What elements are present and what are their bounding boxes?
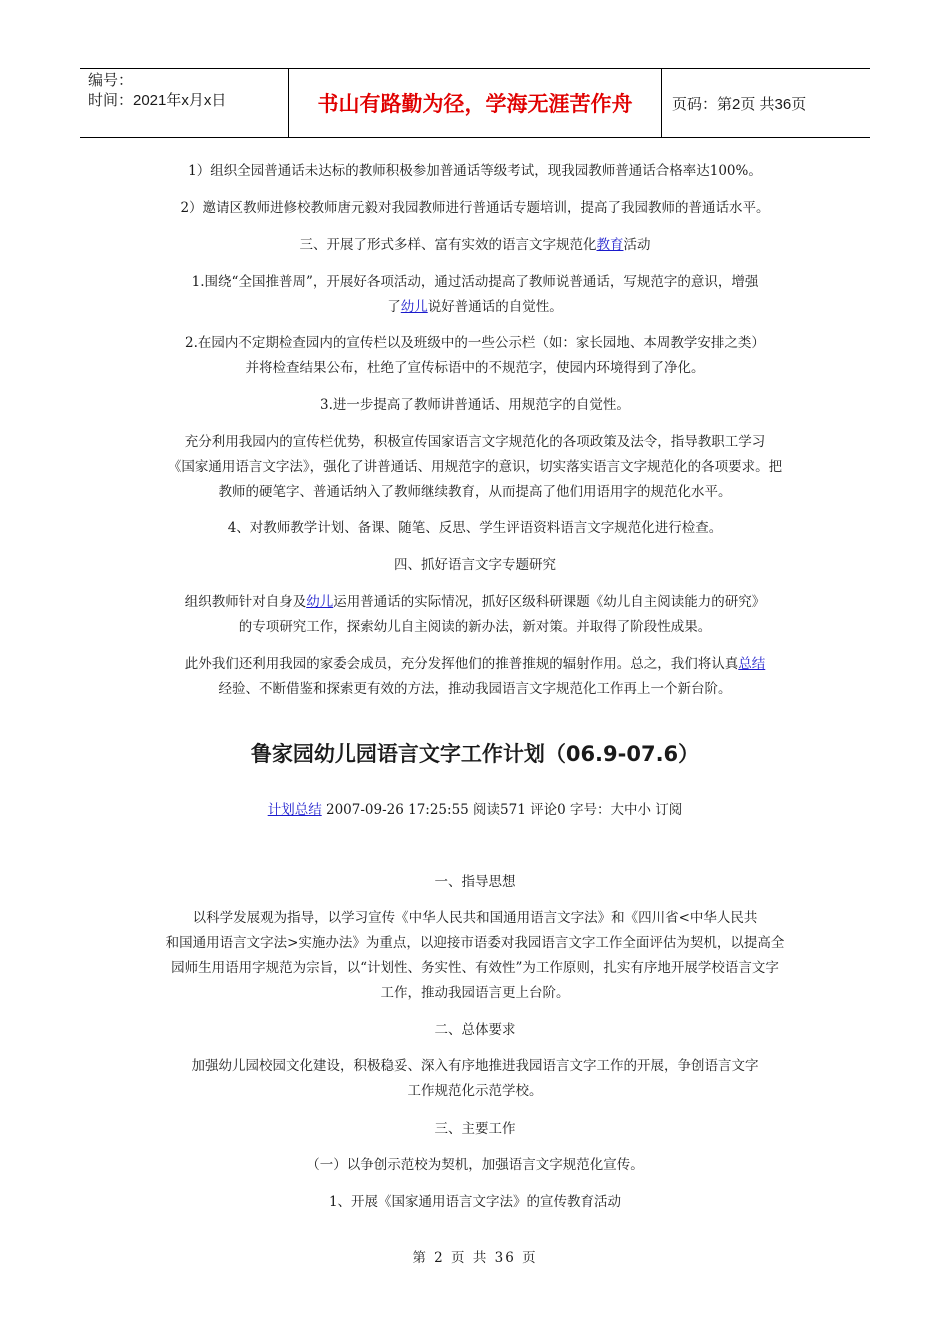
article-meta [0,798,950,818]
section-heading [0,233,950,258]
heading-text: 三、开展了形式多样、富有实效的语言文字规范化 [299,237,597,253]
paragraph: 以科学发展观为指导，以学习宣传《中华人民共和国通用语言文字法》和《四川省<中华人民共 [192,910,758,926]
paragraph: 和国通用语言文字法>实施办法》为重点，以迎接市语委对我园语言文字工作全面评估为契机，以提高全 [165,935,785,951]
paragraph: 加强幼儿园校园文化建设，积极稳妥、深入有序地推进我园语言文字工作的开展，争创语言文字 [191,1058,759,1074]
text: 运用普通话的实际情况，抓好区级科研课题《幼儿自主阅读能力的研究》 [333,594,766,610]
text: 组织教师针对自身及 [184,594,307,610]
paragraph: 2.在园内不定期检查园内的宣传栏以及班级中的一些公示栏（如：家长园地、本周教学安排之类） [185,335,765,351]
page-header [80,68,870,138]
text: 说好普通话的自觉性。 [427,299,563,315]
paragraph: 经验、不断借鉴和探索更有效的方法，推动我园语言文字规范化工作再上一个新台阶。 [218,681,732,697]
article-title: 鲁家园幼儿园语言文字工作计划（06.9-07.6） [250,742,700,766]
paragraph: 园师生用语用字规范为宗旨，以“计划性、务实性、有效性”为工作原则，扎实有序地开展学校语言文字 [171,960,779,976]
paragraph: 1、开展《国家通用语言文字法》的宣传教育活动 [328,1194,622,1210]
paragraph: 3.进一步提高了教师讲普通话、用规范字的自觉性。 [320,397,630,413]
number-label: 编号： [88,72,134,89]
link-zongjie[interactable]: 总结 [738,656,766,672]
category-link[interactable]: 计划总结 [267,802,322,818]
header-left [80,69,288,137]
paragraph: 充分利用我园内的宣传栏优势，积极宣传国家语言文字规范化的各项政策及法令，指导教职工学习 [184,434,766,450]
page-footer: 第 2 页 共 36 页 [412,1250,538,1266]
section-heading: 三、主要工作 [434,1121,516,1137]
link-youer[interactable]: 幼儿 [306,594,334,610]
subsection-heading: （一）以争创示范校为契机，加强语言文字规范化宣传。 [306,1157,644,1173]
paragraph: 工作规范化示范学校。 [407,1083,543,1099]
paragraph: 《国家通用语言文字法》，强化了讲普通话、用规范字的意识，切实落实语言文字规范化的各项要求。把 [167,459,783,475]
heading-text: 活动 [623,237,651,253]
paragraph: 并将检查结果公布，杜绝了宣传标语中的不规范字，使园内环境得到了净化。 [245,360,705,376]
paragraph [0,590,950,615]
paragraph: 2）邀请区教师进修校教师唐元毅对我园教师进行普通话专题培训，提高了我园教师的普通话水平。 [180,200,770,216]
text: 此外我们还利用我园的家委会成员，充分发挥他们的推普推规的辐射作用。总之，我们将认真 [184,656,739,672]
section-heading: 二、总体要求 [434,1022,516,1038]
paragraph [0,652,950,677]
link-jiaoyu[interactable]: 教育 [596,237,624,253]
text: 了 [387,299,401,315]
section-heading: 一、指导思想 [434,874,516,890]
time-label: 时间：2021年x月x日 [88,92,227,109]
paragraph: 教师的硬笔字、普通话纳入了教师继续教育，从而提高了他们用语用字的规范化水平。 [218,484,732,500]
header-page-info: 页码：第2页 共36页 [672,95,807,113]
paragraph: 工作，推动我园语言更上台阶。 [380,985,570,1001]
paragraph: 4、对教师教学计划、备课、随笔、反思、学生评语资料语言文字规范化进行检查。 [227,520,723,536]
meta-text: 2007-09-26 17:25:55 阅读571 评论0 字号：大中小 订阅 [321,802,683,818]
paragraph [0,295,950,320]
link-youer[interactable]: 幼儿 [400,299,428,315]
section-heading: 四、抓好语言文字专题研究 [394,557,556,573]
paragraph: 1.围绕“全国推普周”，开展好各项活动，通过活动提高了教师说普通话，写规范字的意识，增强 [191,274,759,290]
header-motto: 书山有路勤为径，学海无涯苦作舟 [288,69,662,137]
paragraph: 的专项研究工作，探索幼儿自主阅读的新办法，新对策。并取得了阶段性成果。 [238,619,712,635]
paragraph: 1）组织全园普通话未达标的教师积极参加普通话等级考试，现我园教师普通话合格率达100%。 [188,163,762,179]
